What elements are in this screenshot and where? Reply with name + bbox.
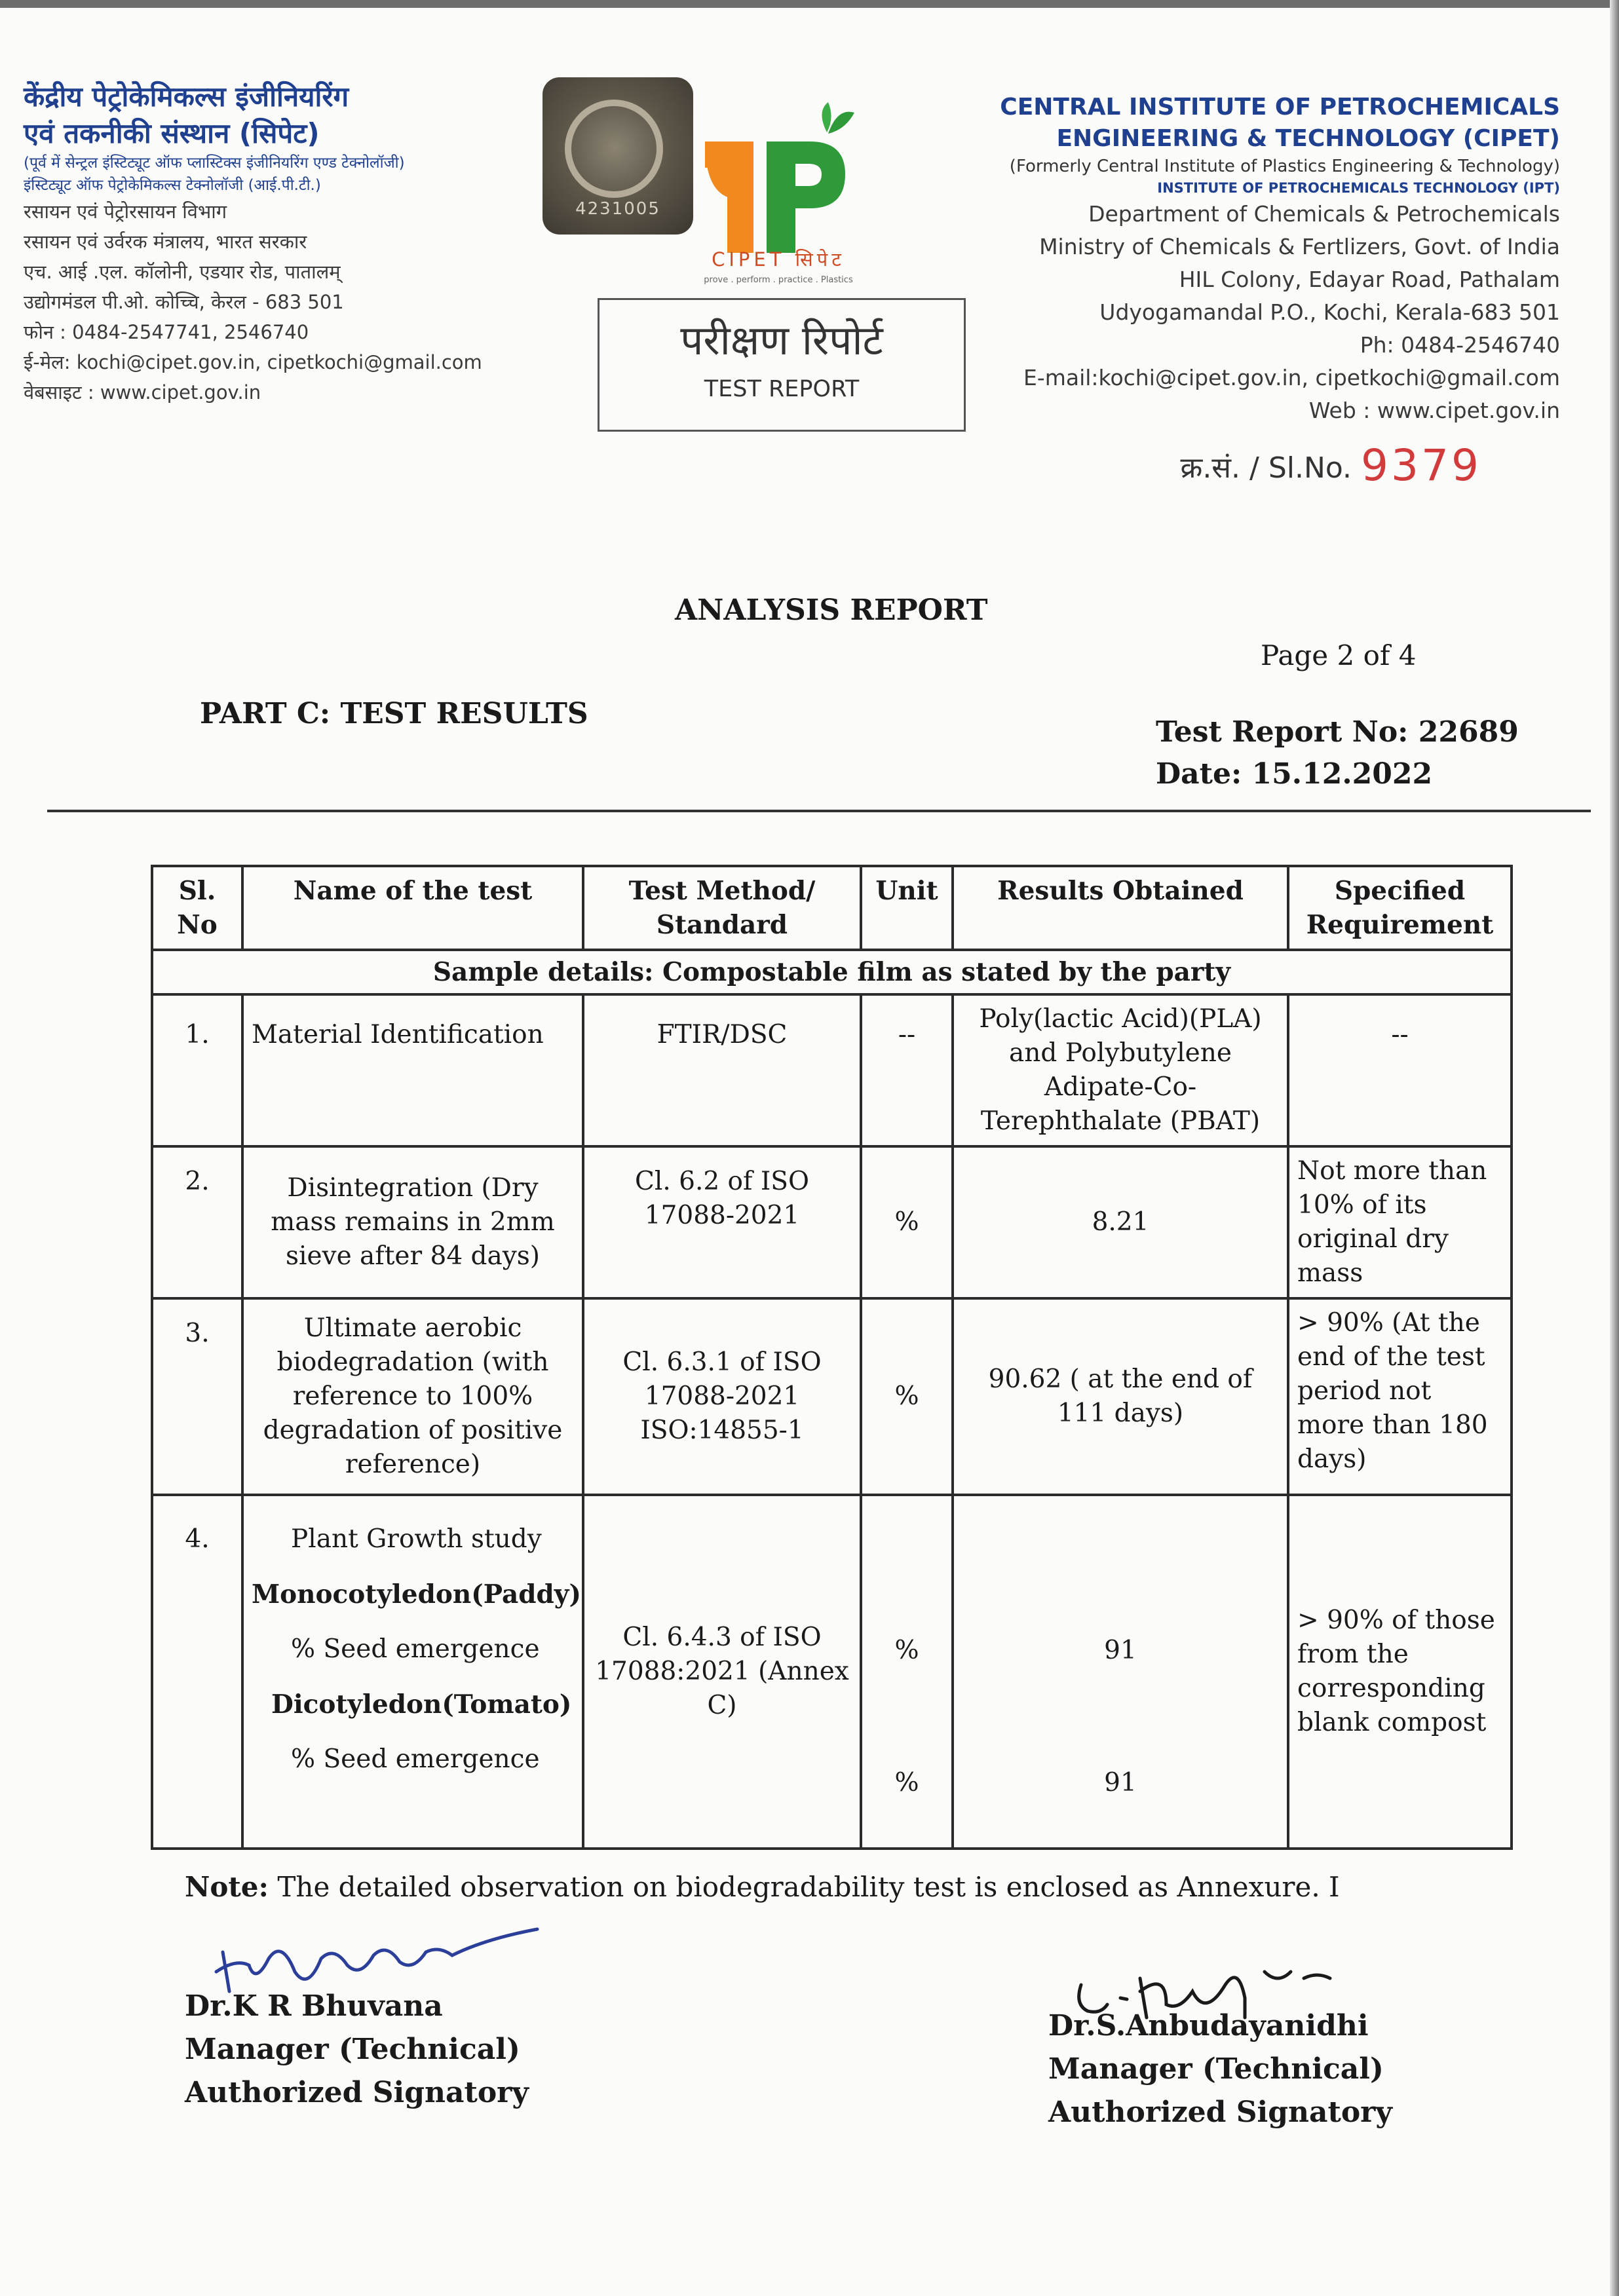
page-number: Page 2 of 4 [1261,639,1417,671]
report-date: Date: 15.12.2022 [1156,757,1433,791]
plant-growth-title: Plant Growth study [291,1524,542,1554]
header-requirement: Specified Requirement [1288,866,1512,950]
header-method: Test Method/ Standard [583,866,861,950]
cipet-logo [543,72,883,295]
header-left-hindi [24,79,613,407]
ipt-english: INSTITUTE OF PETROCHEMICALS TECHNOLOGY (IPT) [1157,180,1560,196]
signatory-right-role: Authorized Signatory [1048,2096,1392,2129]
row-sl: 2. [152,1146,242,1298]
row-sl: 4. [152,1495,242,1849]
note [185,1871,1340,1903]
report-meta [1156,711,1519,795]
row-method: Cl. 6.2 of ISO 17088-2021 [583,1146,861,1298]
row-test: Disintegration (Dry mass remains in 2mm sieve after 84 days) [242,1146,583,1298]
ipt-hindi: इंस्टिट्यूट ऑफ पेट्रोकेमिकल्स टेक्नोलॉजी (आई.पी.टी.) [24,177,321,194]
scan-edge-top [0,0,1619,8]
horizontal-divider [47,810,1591,812]
row-result: 90.62 ( at the end of 111 days) [953,1298,1288,1495]
header-unit: Unit [861,866,953,950]
test-results-table [151,865,1513,1850]
row-sl: 3. [152,1298,242,1495]
unit-di: % [894,1768,919,1797]
phone-english: Ph: 0484-2546740 [1360,332,1560,358]
phone-hindi: फोन : 0484-2547741, 2546740 [24,321,309,343]
serial-value: 9379 [1361,440,1481,491]
email-english: E-mail:kochi@cipet.gov.in, cipetkochi@gmail.com [1023,365,1560,390]
row-sl: 1. [152,994,242,1146]
row-test: Ultimate aerobic biodegradation (with reference to 100% degradation of positive reference) [242,1298,583,1495]
test-report-english: TEST REPORT [704,376,860,402]
row-result: Poly(lactic Acid)(PLA) and Polybutylene Adipate-Co-Terephthalate (PBAT) [953,994,1288,1146]
serial-label: क्र.सं. / Sl.No. [1180,451,1352,485]
signatory-left-name: Dr.K R Bhuvana [185,1989,443,2023]
row-test: Material Identification [242,994,583,1146]
department-hindi: रसायन एवं पेट्रोरसायन विभाग [24,200,227,223]
table-row [152,1495,1512,1849]
row-requirement: > 90% (At the end of the test period not more than 180 days) [1288,1298,1512,1495]
unit-mono: % [894,1636,919,1665]
header-result: Results Obtained [953,866,1288,950]
table-header-row [152,866,1512,950]
website-english: Web : www.cipet.gov.in [1308,398,1560,423]
header-sl-no: Sl. No [152,866,242,950]
note-text: The detailed observation on biodegradability test is enclosed as Annexure. I [269,1871,1340,1903]
ministry-hindi: रसायन एवं उर्वरक मंत्रालय, भारत सरकार [24,231,307,253]
signatory-right [1048,2004,1392,2134]
dicotyledon-label: Dicotyledon(Tomato) [271,1689,572,1720]
part-heading: PART C: TEST RESULTS [200,697,588,730]
formerly-english: (Formerly Central Institute of Plastics Engineering & Technology) [1009,157,1560,176]
row-unit [861,1495,953,1849]
row-unit: % [861,1146,953,1298]
department-english: Department of Chemicals & Petrochemicals [1088,201,1560,227]
test-report-hindi: परीक्षण रिपोर्ट [680,316,883,364]
scan-edge-right [1610,0,1619,2296]
email-hindi: ई-मेल: kochi@cipet.gov.in, cipetkochi@gmail.com [24,351,482,373]
iso-hologram-emblem [543,77,693,235]
hologram-number: 4231005 [575,199,660,219]
cipet-logo-tagline: prove . perform . practice . Plastics [704,275,853,285]
signatory-left [185,1985,529,2115]
header-right-english [892,92,1560,427]
signatory-right-designation: Manager (Technical) [1048,2052,1384,2086]
formerly-hindi: (पूर्व में सेन्ट्रल इंस्टिट्यूट ऑफ प्लास्टिक्स इंजीनियरिंग एण्ड टेक्नोलॉजी) [24,155,405,172]
sample-details: Sample details: Compostable film as stated by the party [152,950,1512,994]
signatory-right-name: Dr.S.Anbudayanidhi [1048,2009,1369,2042]
note-label: Note: [185,1871,269,1903]
row-unit: % [861,1298,953,1495]
di-seed-emergence: % Seed emergence [291,1744,540,1774]
report-title: ANALYSIS REPORT [675,593,988,627]
table-row [152,994,1512,1146]
institute-name-hindi-1: केंद्रीय पेट्रोकेमिकल्स इंजीनियरिंग [24,81,349,113]
row-requirement: Not more than 10% of its original dry mass [1288,1146,1512,1298]
report-number: Test Report No: 22689 [1156,715,1519,749]
website-hindi: वेबसाइट : www.cipet.gov.in [24,381,261,404]
institute-name-2: ENGINEERING & TECHNOLOGY (CIPET) [1056,125,1560,152]
row-requirement: -- [1288,994,1512,1146]
result-mono: 91 [1104,1636,1137,1665]
address-english-1: HIL Colony, Edayar Road, Pathalam [1179,267,1560,292]
mono-seed-emergence: % Seed emergence [291,1634,540,1664]
signatory-left-designation: Manager (Technical) [185,2033,520,2066]
address-english-2: Udyogamandal P.O., Kochi, Kerala-683 501 [1099,299,1560,325]
table-row [152,1298,1512,1495]
serial-number [1181,440,1481,491]
hologram-ring [565,100,663,198]
table-row [152,1146,1512,1298]
row-unit: -- [861,994,953,1146]
institute-name-hindi-2: एवं तकनीकी संस्थान (सिपेट) [24,117,320,149]
row-result [953,1495,1288,1849]
header-test-name: Name of the test [242,866,583,950]
row-method: FTIR/DSC [583,994,861,1146]
sample-details-row [152,950,1512,994]
result-di: 91 [1104,1768,1137,1797]
row-method: Cl. 6.4.3 of ISO 17088:2021 (Annex C) [583,1495,861,1849]
row-method: Cl. 6.3.1 of ISO 17088-2021 ISO:14855-1 [583,1298,861,1495]
signatory-left-role: Authorized Signatory [185,2076,529,2109]
row-requirement: > 90% of those from the corresponding blank compost [1288,1495,1512,1849]
institute-name-1: CENTRAL INSTITUTE OF PETROCHEMICALS [1000,94,1560,121]
address-hindi-2: उद्योगमंडल पी.ओ. कोच्चि, केरल - 683 501 [24,291,344,313]
ministry-english: Ministry of Chemicals & Fertlizers, Govt. of India [1039,234,1560,259]
row-result: 8.21 [953,1146,1288,1298]
cipet-logo-text: CIPET सिपेट [712,248,845,271]
address-hindi-1: एच. आई .एल. कॉलोनी, एडयार रोड, पातालम् [24,261,341,283]
monocotyledon-label: Monocotyledon(Paddy) [252,1579,581,1609]
row-test-plant-growth [242,1495,583,1849]
